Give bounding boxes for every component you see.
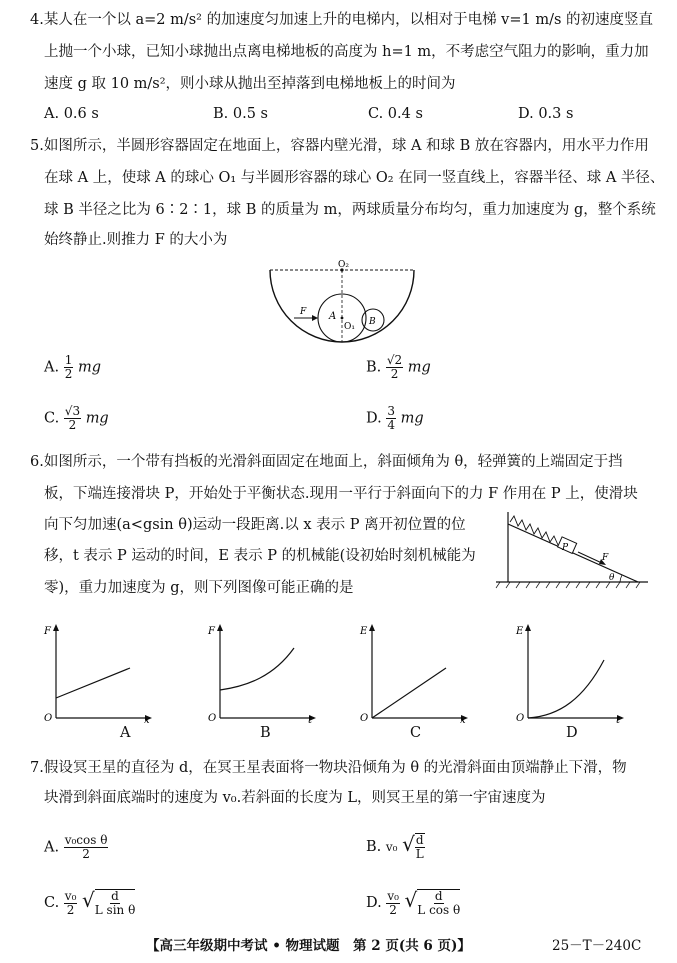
q6-incline-figure bbox=[492, 508, 652, 590]
q7-option-b-fraction bbox=[415, 833, 425, 861]
q5-option-d-den: 4 bbox=[387, 418, 395, 432]
q6-graph-b-origin: O bbox=[208, 713, 217, 724]
q5-line-4: 始终静止.则推力 F 的大小为 bbox=[44, 232, 228, 248]
q6-graph-d bbox=[508, 620, 628, 724]
q5-option-a-den: 2 bbox=[64, 367, 73, 381]
q6-line-4: 移，t 表示 P 运动的时间，E 表示 P 的机械能(设初始时刻机械能为 bbox=[44, 548, 476, 564]
page-footer-title: 【高三年级期中考试 • 物理试题 第 2 页(共 6 页)】 bbox=[146, 938, 471, 954]
q5-label-o2: O₂ bbox=[338, 260, 349, 270]
q5-container-figure bbox=[262, 256, 422, 346]
q7-line-2: 块滑到斜面底端时的速度为 v₀.若斜面的长度为 L，则冥王星的第一宇宙速度为 bbox=[44, 790, 546, 806]
q7-option-c bbox=[44, 888, 135, 917]
q7-option-a-letter: A. bbox=[44, 839, 60, 856]
q6-graph-a-ylabel: F bbox=[44, 626, 51, 637]
q4-line-2: 上抛一个小球，已知小球抛出点离电梯地板的高度为 h=1 m，不考虑空气阻力的影响，重力加 bbox=[44, 44, 649, 60]
q7-option-d-rnum: d bbox=[434, 889, 443, 903]
q7-line-1: 7.假设冥王星的直径为 d，在冥王星表面将一物块沿倾角为 θ 的光滑斜面由顶端静止下滑，物 bbox=[30, 760, 627, 776]
q5-option-b bbox=[366, 354, 431, 381]
q6-graph-a-xlabel: x bbox=[144, 715, 150, 724]
q7-option-c-letter: C. bbox=[44, 895, 60, 911]
q7-option-a-den: 2 bbox=[82, 847, 90, 861]
q5-option-d-tail: mg bbox=[400, 410, 424, 427]
q5-line-3: 球 B 半径之比为 6∶2∶1，球 B 的质量为 m，两球质量分布均匀，重力加速度为 g，整个系统 bbox=[44, 202, 656, 218]
q7-option-c-radical: √ bbox=[82, 888, 95, 912]
q7-option-b-radical: √ bbox=[402, 832, 415, 856]
q7-option-b-num: d bbox=[415, 833, 424, 847]
q6-graph-b-xlabel: t bbox=[308, 715, 313, 724]
q6-graph-d-ylabel: E bbox=[516, 626, 524, 637]
q7-option-c-root-fraction bbox=[95, 889, 136, 917]
q4-line-1: 4.某人在一个以 a=2 m/s² 的加速度匀加速上升的电梯内，以相对于电梯 v=1 m/s 的初速度竖直 bbox=[30, 12, 654, 28]
q6-graph-c-origin: O bbox=[360, 713, 369, 724]
q6-label-theta: θ bbox=[609, 573, 615, 583]
q5-option-c-tail: mg bbox=[85, 410, 109, 427]
q7-option-d-den: 2 bbox=[389, 902, 397, 917]
q5-label-a: A bbox=[329, 311, 337, 322]
q7-option-b bbox=[366, 832, 425, 861]
q6-graph-d-xlabel: t bbox=[616, 715, 621, 724]
q7-option-a-fraction bbox=[64, 834, 109, 861]
q6-graph-d-caption: D bbox=[566, 725, 578, 741]
q6-graph-a bbox=[36, 620, 156, 724]
q5-option-b-fraction bbox=[386, 354, 403, 381]
q6-graph-c-xlabel: x bbox=[460, 715, 466, 724]
q7-option-a bbox=[44, 834, 108, 861]
q5-option-c-num: √3 bbox=[64, 404, 81, 418]
q5-option-c-letter: C. bbox=[44, 410, 60, 427]
q5-option-c-den: 2 bbox=[68, 418, 77, 432]
q5-option-a-num: 1 bbox=[64, 353, 73, 367]
q6-graph-b bbox=[200, 620, 320, 724]
q6-line-3: 向下匀加速(a<gsin θ)运动一段距离.以 x 表示 P 离开初位置的位 bbox=[44, 517, 466, 533]
q6-graph-a-caption: A bbox=[120, 725, 131, 741]
q5-label-f: F bbox=[300, 307, 307, 317]
q5-option-d bbox=[366, 405, 424, 432]
q5-line-2: 在球 A 上，使球 A 的球心 O₁ 与半圆形容器的球心 O₂ 在同一竖直线上，容器半径、球 A 半径、 bbox=[44, 170, 665, 186]
q5-option-a-letter: A. bbox=[44, 359, 60, 376]
q5-option-a-fraction bbox=[64, 354, 74, 381]
q5-option-a-tail: mg bbox=[77, 359, 101, 376]
q6-graph-a-origin: O bbox=[44, 713, 53, 724]
q6-graph-b-ylabel: F bbox=[208, 626, 215, 637]
q6-graph-c-caption: C bbox=[410, 725, 422, 741]
q4-option-c: C. 0.4 s bbox=[368, 106, 423, 122]
q7-option-b-letter: B. bbox=[366, 839, 382, 855]
q5-option-b-num: √2 bbox=[386, 353, 403, 367]
page-footer-code: 25－T－240C bbox=[552, 938, 642, 954]
q7-option-d-root-fraction bbox=[417, 889, 460, 917]
q5-label-b: B bbox=[369, 317, 376, 327]
q7-option-c-rnum: d bbox=[111, 889, 119, 903]
q5-line-1: 5.如图所示，半圆形容器固定在地面上，容器内壁光滑，球 A 和球 B 放在容器内，用水平力作用 bbox=[30, 138, 649, 154]
q4-option-b: B. 0.5 s bbox=[213, 106, 268, 122]
q6-line-1: 6.如图所示，一个带有挡板的光滑斜面固定在地面上，斜面倾角为 θ，轻弹簧的上端固定于挡 bbox=[30, 454, 623, 470]
q7-option-c-num: v₀ bbox=[64, 888, 77, 903]
q5-option-b-tail: mg bbox=[407, 359, 431, 376]
q7-option-b-pre: v₀ bbox=[385, 840, 398, 854]
q7-option-d bbox=[366, 888, 460, 917]
q7-option-b-den: L bbox=[415, 847, 424, 861]
q7-option-d-letter: D. bbox=[366, 895, 382, 911]
q4-line-3: 速度 g 取 10 m/s²，则小球从抛出至掉落到电梯地板上的时间为 bbox=[44, 76, 456, 92]
q7-option-a-num: v₀cos θ bbox=[64, 833, 108, 847]
q7-option-c-fraction bbox=[64, 890, 78, 917]
q6-line-2: 板，下端连接滑块 P，开始处于平衡状态.现用一平行于斜面向下的力 F 作用在 P 上，使滑块 bbox=[44, 486, 638, 502]
q5-label-o1: O₁ bbox=[344, 322, 355, 332]
q5-option-a bbox=[44, 354, 101, 381]
q7-option-c-rden: L sin θ bbox=[94, 903, 136, 917]
q6-graph-c bbox=[352, 620, 472, 724]
q5-option-d-fraction bbox=[386, 405, 396, 432]
q7-option-d-rden: L cos θ bbox=[417, 903, 461, 917]
q5-option-b-letter: B. bbox=[366, 359, 382, 376]
q4-option-a: A. 0.6 s bbox=[44, 106, 99, 122]
q6-label-p: P bbox=[562, 543, 569, 553]
q7-option-c-den: 2 bbox=[66, 902, 75, 917]
q7-option-d-num: v₀ bbox=[387, 888, 399, 903]
q5-option-c bbox=[44, 405, 109, 432]
q5-option-d-num: 3 bbox=[387, 404, 395, 418]
q6-label-f: F bbox=[602, 553, 609, 563]
q6-graph-c-ylabel: E bbox=[360, 626, 368, 637]
q5-option-b-den: 2 bbox=[390, 367, 399, 381]
q7-option-d-radical: √ bbox=[404, 888, 418, 912]
q4-option-d: D. 0.3 s bbox=[518, 106, 574, 122]
q7-option-d-fraction bbox=[386, 890, 400, 917]
q6-line-5: 零)，重力加速度为 g，则下列图像可能正确的是 bbox=[44, 580, 354, 596]
q6-graph-d-origin: O bbox=[516, 713, 525, 724]
q5-option-c-fraction bbox=[64, 405, 81, 432]
q6-graph-b-caption: B bbox=[260, 725, 271, 741]
q5-option-d-letter: D. bbox=[366, 410, 382, 427]
